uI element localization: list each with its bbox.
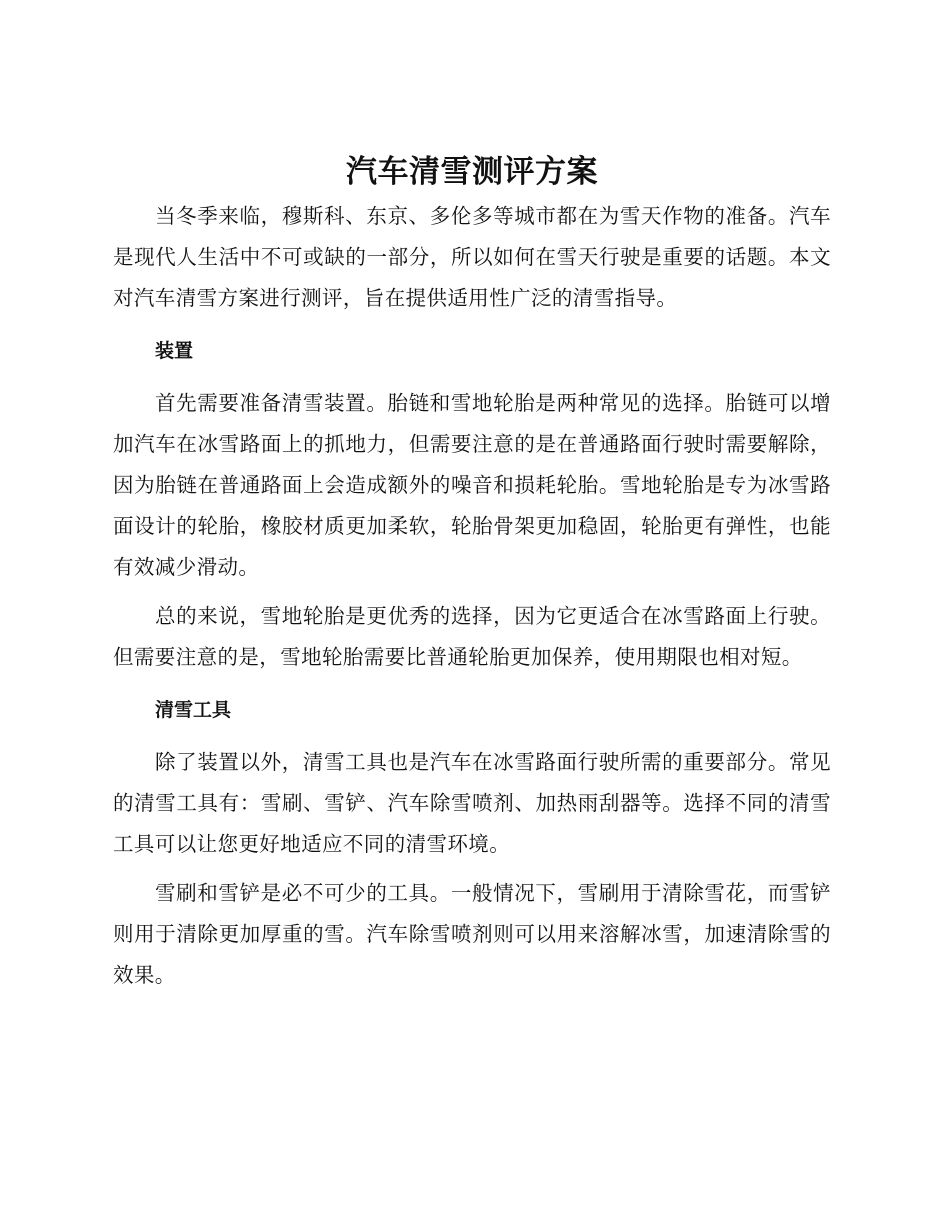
section-heading-tools: 清雪工具 [155, 699, 232, 721]
tools-paragraph-1: 除了装置以外，清雪工具也是汽车在冰雪路面行驶所需的重要部分。常见的清雪工具有：雪刷、雪铲、汽车除雪喷剂、加热雨刮器等。选择不同的清雪工具可以让您更好地适应不同的清雪环境。 [113, 750, 831, 856]
tools-paragraph-2: 雪刷和雪铲是必不可少的工具。一般情况下，雪刷用于清除雪花，而雪铲则用于清除更加厚重的雪。汽车除雪喷剂则可以用来溶解冰雪，加速清除雪的效果。 [113, 881, 831, 987]
equipment-paragraph-2: 总的来说，雪地轮胎是更优秀的选择，因为它更适合在冰雪路面上行驶。但需要注意的是，雪地轮胎需要比普通轮胎更加保养，使用期限也相对短。 [113, 604, 831, 669]
equipment-paragraph-1: 首先需要准备清雪装置。胎链和雪地轮胎是两种常见的选择。胎链可以增加汽车在冰雪路面上的抓地力，但需要注意的是在普通路面行驶时需要解除，因为胎链在普通路面上会造成额外的噪音和损耗轮胎。雪地轮胎是专为冰雪路面设计的轮胎，橡胶材质更加柔软，轮胎骨架更加稳固，轮胎更有弹性，也能有效减少滑动。 [113, 391, 831, 579]
section-heading-equipment: 装置 [155, 340, 194, 362]
document-page [113, 148, 831, 996]
intro-paragraph: 当冬季来临，穆斯科、东京、多伦多等城市都在为雪天作物的准备。汽车是现代人生活中不可或缺的一部分，所以如何在雪天行驶是重要的话题。本文对汽车清雪方案进行测评，旨在提供适用性广泛的清雪指导。 [113, 204, 831, 310]
document-title: 汽车清雪测评方案 [346, 154, 598, 190]
